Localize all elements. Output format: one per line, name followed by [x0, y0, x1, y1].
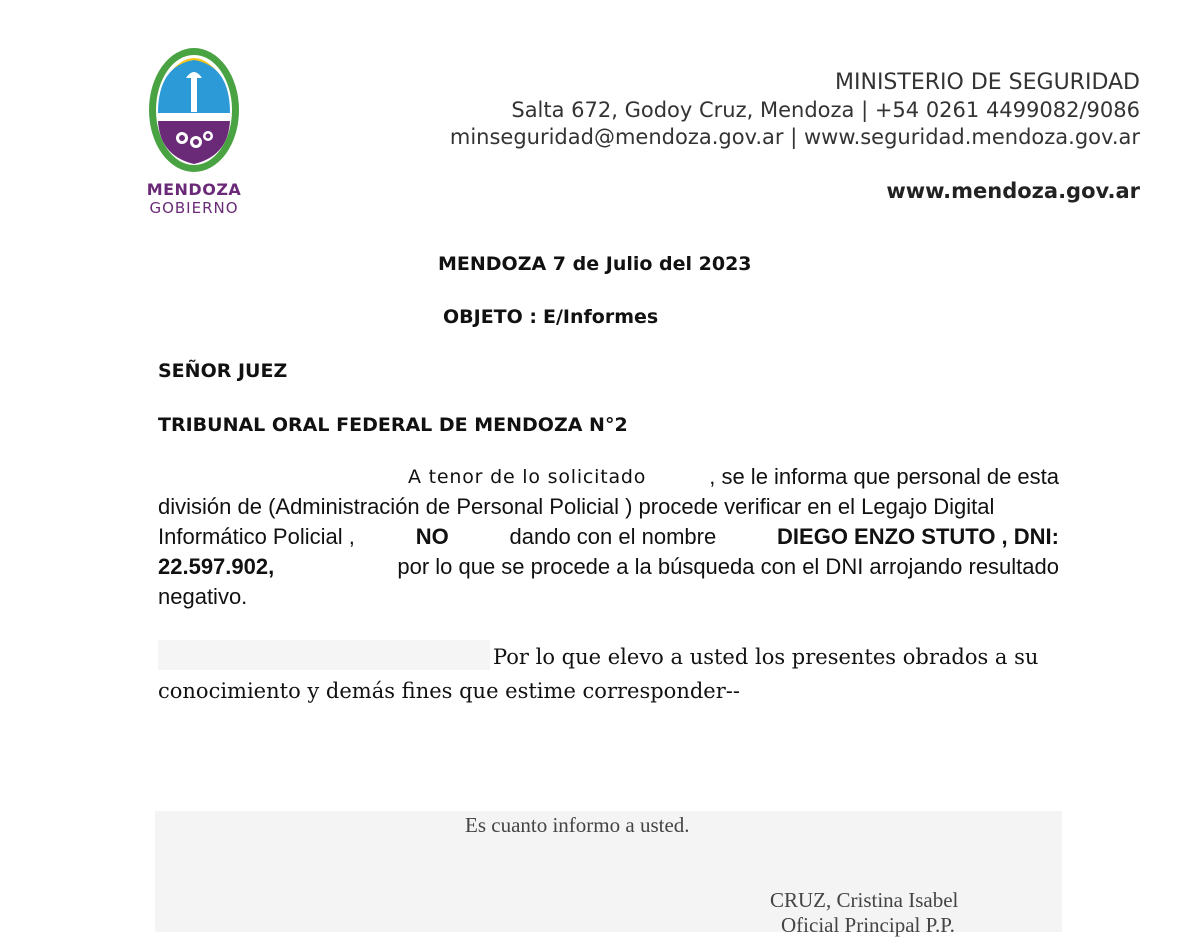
ministry-name: MINISTERIO DE SEGURIDAD: [835, 70, 1140, 95]
paragraph-line: [158, 492, 1059, 522]
mendoza-coat-of-arms-icon: [144, 38, 244, 178]
subject-name-dni: DIEGO ENZO STUTO , DNI:: [777, 524, 1059, 549]
paragraph-text: división de (Administración de Personal Policial ) procede verificar en el Legajo Digital: [158, 494, 995, 519]
paragraph-line: Por lo que elevo a usted los presentes obrados a su: [493, 645, 1039, 669]
report-paragraph: [158, 462, 1059, 612]
object-value: E/Informes: [543, 306, 659, 328]
mendoza-government-logo: [144, 38, 244, 220]
paragraph-text: , se le informa que personal de esta: [709, 464, 1059, 489]
paragraph-line: [158, 522, 1059, 552]
letter-court: TRIBUNAL ORAL FEDERAL DE MENDOZA N°2: [158, 414, 628, 436]
ministry-contact: minseguridad@mendoza.gov.ar | www.seguridad.mendoza.gov.ar: [449, 125, 1140, 149]
paragraph-text: negativo.: [158, 584, 248, 609]
ministry-address: Salta 672, Godoy Cruz, Mendoza | +54 0261 4499082/9086: [511, 98, 1140, 122]
paragraph-text: Informático Policial ,: [158, 524, 355, 549]
signer-rank: Oficial Principal P.P.: [781, 913, 955, 937]
paragraph-text: por lo que se procede a la búsqueda con el DNI arrojando resultado: [397, 554, 1059, 579]
letter-addressee: SEÑOR JUEZ: [158, 360, 288, 382]
paragraph-line: [158, 582, 1059, 612]
closing-paragraph: [158, 640, 1059, 708]
signer-name: CRUZ, Cristina Isabel: [770, 888, 959, 912]
logo-government-label: GOBIERNO: [149, 199, 239, 217]
closing-statement: Es cuanto informo a usted.: [465, 813, 690, 837]
paragraph-text: A tenor de lo solicitado: [408, 466, 647, 488]
paragraph-negation: NO: [415, 524, 449, 549]
paragraph-line: [158, 462, 1059, 492]
government-website: www.mendoza.gov.ar: [886, 179, 1140, 203]
letter-date: MENDOZA 7 de Julio del 2023: [438, 253, 752, 275]
letter-object: [443, 306, 658, 328]
subject-dni-number: 22.597.902,: [158, 554, 275, 579]
paragraph-line: conocimiento y demás fines que estime corresponder--: [158, 679, 740, 703]
logo-city-label: MENDOZA: [146, 180, 242, 199]
object-label: OBJETO :: [443, 306, 538, 328]
paragraph-text: dando con el nombre: [509, 524, 717, 549]
paragraph-line: [158, 552, 1059, 582]
